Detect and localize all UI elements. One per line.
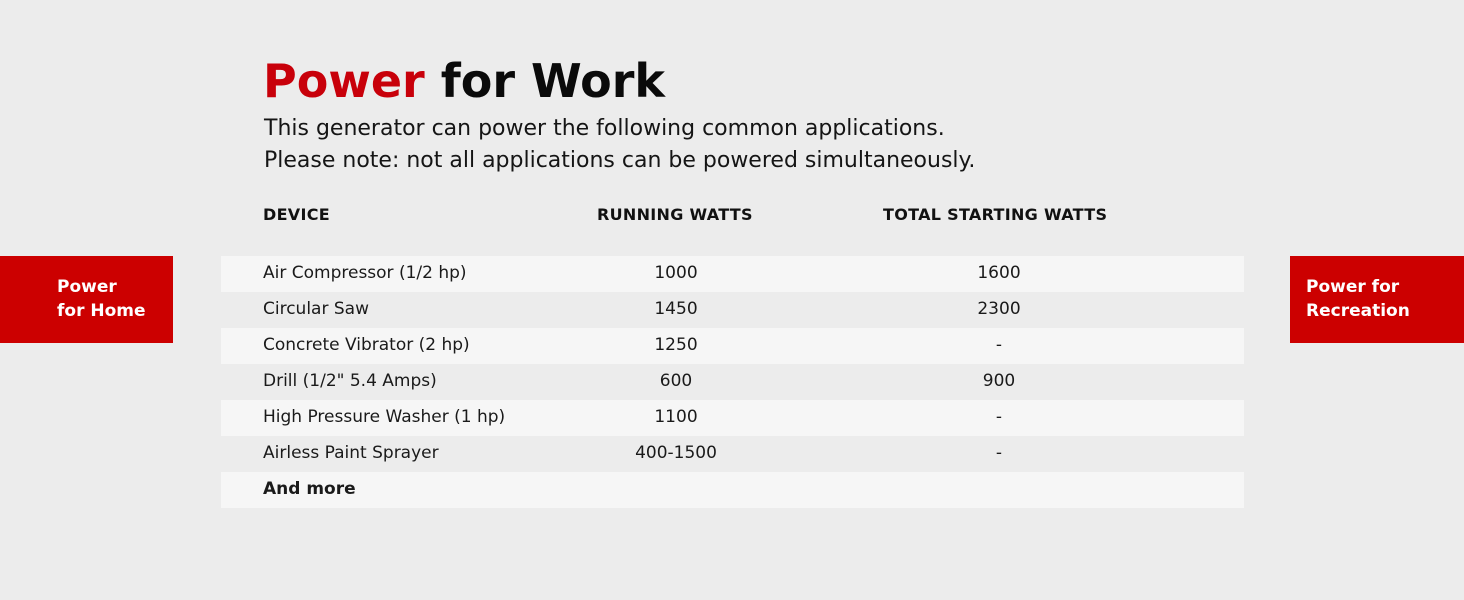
power-for-recreation-tab[interactable] <box>1290 256 1464 343</box>
device-cell: Circular Saw <box>263 299 369 319</box>
starting-watts-value: - <box>995 443 1003 463</box>
starting-watts-value: - <box>995 407 1003 427</box>
device-cell: Airless Paint Sprayer <box>263 443 439 463</box>
side-tab-label-line-1: Power <box>57 277 117 297</box>
starting-watts-value: 900 <box>982 371 1016 391</box>
table-row <box>221 292 1244 328</box>
running-watts-value: 1000 <box>654 263 698 283</box>
column-header-starting-watts: TOTAL STARTING WATTS <box>883 205 1108 224</box>
starting-watts-value: - <box>995 335 1003 355</box>
running-watts-value: 1450 <box>654 299 698 319</box>
page-title <box>263 53 665 109</box>
side-tab-label-line-2: Recreation <box>1306 301 1410 321</box>
device-cell: Drill (1/2" 5.4 Amps) <box>263 371 437 391</box>
subtitle-line-2: Please note: not all applications can be powered simultaneously. <box>264 148 976 173</box>
device-cell: Concrete Vibrator (2 hp) <box>263 335 470 355</box>
side-tab-label-line-2: for Home <box>57 301 146 321</box>
column-header-running-watts: RUNNING WATTS <box>597 205 753 224</box>
running-watts-value: 400-1500 <box>635 443 717 463</box>
table-row <box>221 364 1244 400</box>
device-cell: Air Compressor (1/2 hp) <box>263 263 467 283</box>
running-watts-value: 1100 <box>654 407 698 427</box>
table-row <box>221 256 1244 292</box>
starting-watts-value: 2300 <box>977 299 1021 319</box>
title-rest: for Work <box>424 54 666 108</box>
side-tab-label-line-1: Power for <box>1306 277 1400 297</box>
subtitle-line-1: This generator can power the following common applications. <box>264 116 945 141</box>
starting-watts-value: 1600 <box>977 263 1021 283</box>
title-accent: Power <box>263 54 425 108</box>
device-cell: High Pressure Washer (1 hp) <box>263 407 506 427</box>
subtitle <box>264 113 975 177</box>
power-for-home-tab[interactable] <box>0 256 173 343</box>
table-row <box>221 436 1244 472</box>
table-row <box>221 328 1244 364</box>
table-row <box>221 400 1244 436</box>
column-header-device: DEVICE <box>263 205 331 224</box>
watts-table <box>221 256 1244 508</box>
table-row <box>221 472 1244 508</box>
device-cell: And more <box>263 479 356 499</box>
running-watts-value: 600 <box>659 371 693 391</box>
running-watts-value: 1250 <box>654 335 698 355</box>
